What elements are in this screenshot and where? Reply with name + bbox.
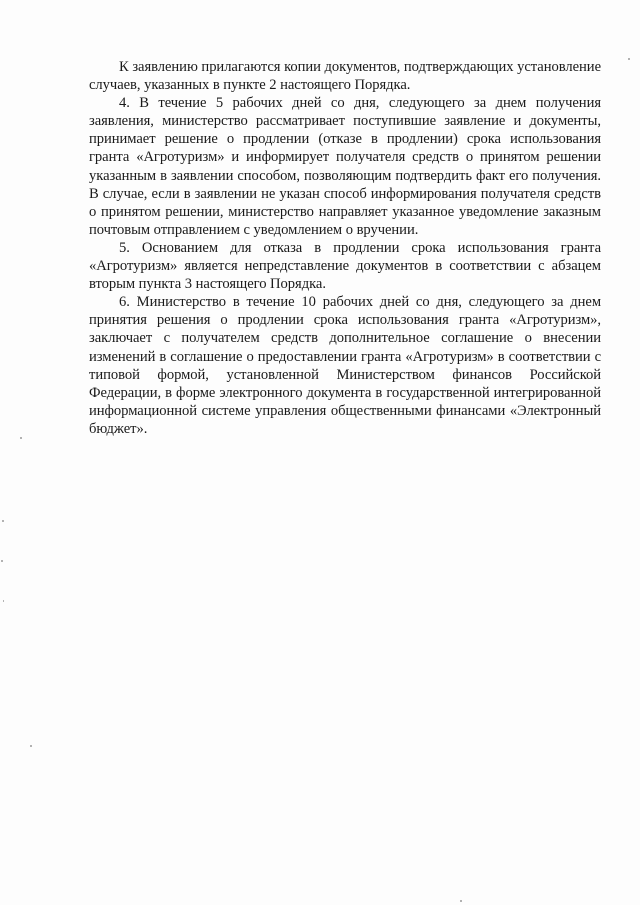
paragraph-item-5: 5. Основанием для отказа в продлении срока использования гранта «Агротуризм» является непредставление документов в соответствии с абзацем вторым пункта 3 настоящего Порядка. bbox=[89, 239, 601, 293]
paragraph-item-4: 4. В течение 5 рабочих дней со дня, следующего за днем получения заявления, министерство рассматривает поступившие заявление и документы, принимает решение о продлении (отказе в продлении) срока использования гранта «Агротуризм» и информирует получателя средств о принятом решении указанным в заявлении способом, позволяющим подтвердить факт его получения. В случае, если в заявлении не указан способ информирования получателя средств о принятом решении, министерство направляет указанное уведомление заказным почтовым отправлением с уведомлением о вручении. bbox=[89, 95, 601, 238]
scan-speck bbox=[20, 437, 22, 439]
scan-speck bbox=[628, 58, 630, 60]
scan-speck bbox=[30, 745, 32, 747]
scan-speck bbox=[3, 600, 4, 602]
scan-speck bbox=[2, 520, 4, 522]
paragraph-attachments: К заявлению прилагаются копии документов, подтверждающих установление случаев, указанных в пункте 2 настоящего Порядка. bbox=[89, 59, 601, 94]
scan-speck bbox=[460, 900, 462, 902]
document-body bbox=[89, 58, 601, 438]
paragraph-item-6: 6. Министерство в течение 10 рабочих дней со дня, следующего за днем принятия решения о продлении срока использования гранта «Агротуризм», заключает с получателем средств дополнительное соглашение о внесении изменений в соглашение о предоставлении гранта «Агротуризм» в соответствии с типовой формой, установленной Министерством финансов Российской Федерации, в форме электронного документа в государственной интегрированной информационной системе управления общественными финансами «Электронный бюджет». bbox=[89, 294, 601, 437]
scan-speck bbox=[1, 560, 3, 562]
